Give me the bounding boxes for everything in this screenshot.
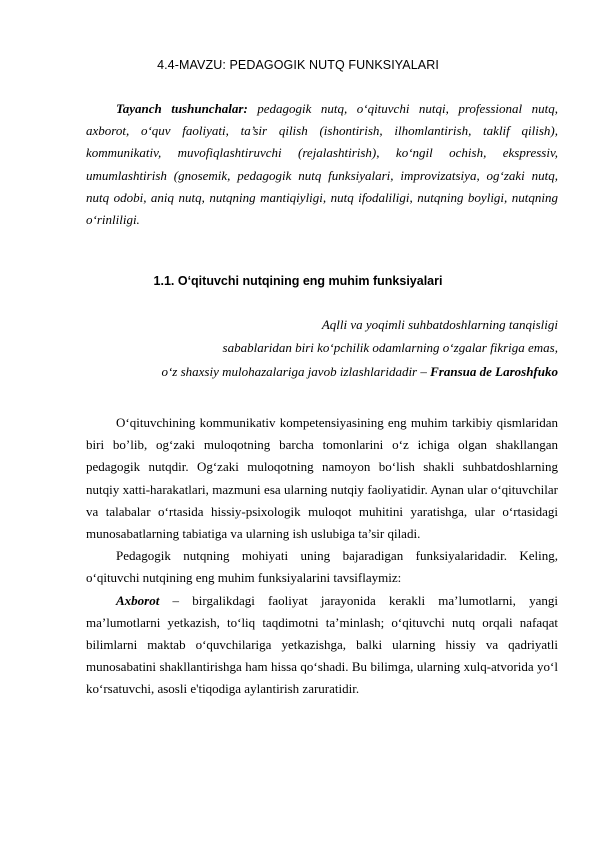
key-terms-label: Tayanch tushunchalar:	[116, 101, 248, 116]
section-title: 1.1. O‘qituvchi nutqining eng muhim funksiyalari	[153, 274, 443, 288]
epigraph-text: o‘z shaxsiy mulohazalariga javob izlashlaridadir –	[161, 364, 431, 379]
paragraph-3	[86, 590, 558, 701]
paragraph-2: Pedagogik nutqning mohiyati uning bajaradigan funksiyalaridadir. Keling, o‘qituvchi nutqining eng muhim funksiyalarini tavsiflaymiz:	[86, 548, 558, 586]
key-terms-text	[86, 101, 558, 227]
page-title: 4.4-MAVZU: PEDAGOGIK NUTQ FUNKSIYALARI	[157, 58, 439, 72]
epigraph-line-3	[86, 364, 558, 380]
paragraph-1: O‘qituvchining kommunikativ kompetensiyasining eng muhim tarkibiy qismlaridan biri bo’lib, og‘zaki muloqotning barcha tomonlarini o‘z ichiga olgan shakllangan pedagogik nutqdir. Og‘zaki muloqotning namoyon bo‘lish shakli suhbatdoshlarning nutqiy xatti-harakatlari, mazmuni esa ularning nutqiy faoliyatidir. Aynan ular o‘qituvchilar va talabalar o‘rtasida hissiy-psixologik muloqot muhitini yaratishga, ular o‘rtasidagi munosabatlarning tabiatiga va ularning ish uslubiga ta’sir qiladi.	[86, 415, 558, 542]
body-text	[86, 412, 558, 701]
key-terms-list: pedagogik nutq, o‘qituvchi nutqi, professional nutq, axborot, o‘quv faoliyati, ta’sir qilish (ishontirish, ilhomlantirish, taklif qilish), kommunikativ, muvofiqlashtiruvchi (rejalashtirish), ko‘ngil ochish, ekspressiv, umumlashtirish (gnosemik, pedagogik nutq funksiyalari, improvizatsiya, og‘zaki nutq, nutq odobi, aniq nutq, nutqning mantiqiyligi, nutq ifodaliligi, nutqning boyligi, nutqning o‘rinliligi.	[86, 101, 558, 228]
axborot-definition: – birgalikdagi faoliyat jarayonida kerakli ma’lumotlarni, yangi ma’lumotlarni yetkazish, to‘liq taqdimotni ta’minlash; o‘qituvchi nutq orqali nafaqat bilimlarni maktab o‘quvchilariga yetkazishga, balki ularning hissiy va qadriyatli munosabatini shakllantirishga ham hissa qo‘shadi. Bu bilimga, ularning xulq-atvorida yo‘l ko‘rsatuvchi, asosli e'tiqodiga aylantirish zaruratidir.	[86, 592, 558, 697]
epigraph-line-1: Aqlli va yoqimli suhbatdoshlarning tanqisligi	[321, 317, 558, 332]
epigraph-author: Fransua de Laroshfuko	[430, 364, 558, 379]
epigraph-line-2: sabablaridan biri ko‘pchilik odamlarning o‘zgalar fikriga emas,	[222, 340, 558, 355]
axborot-term: Axborot	[116, 592, 160, 608]
key-terms-paragraph	[86, 98, 558, 231]
